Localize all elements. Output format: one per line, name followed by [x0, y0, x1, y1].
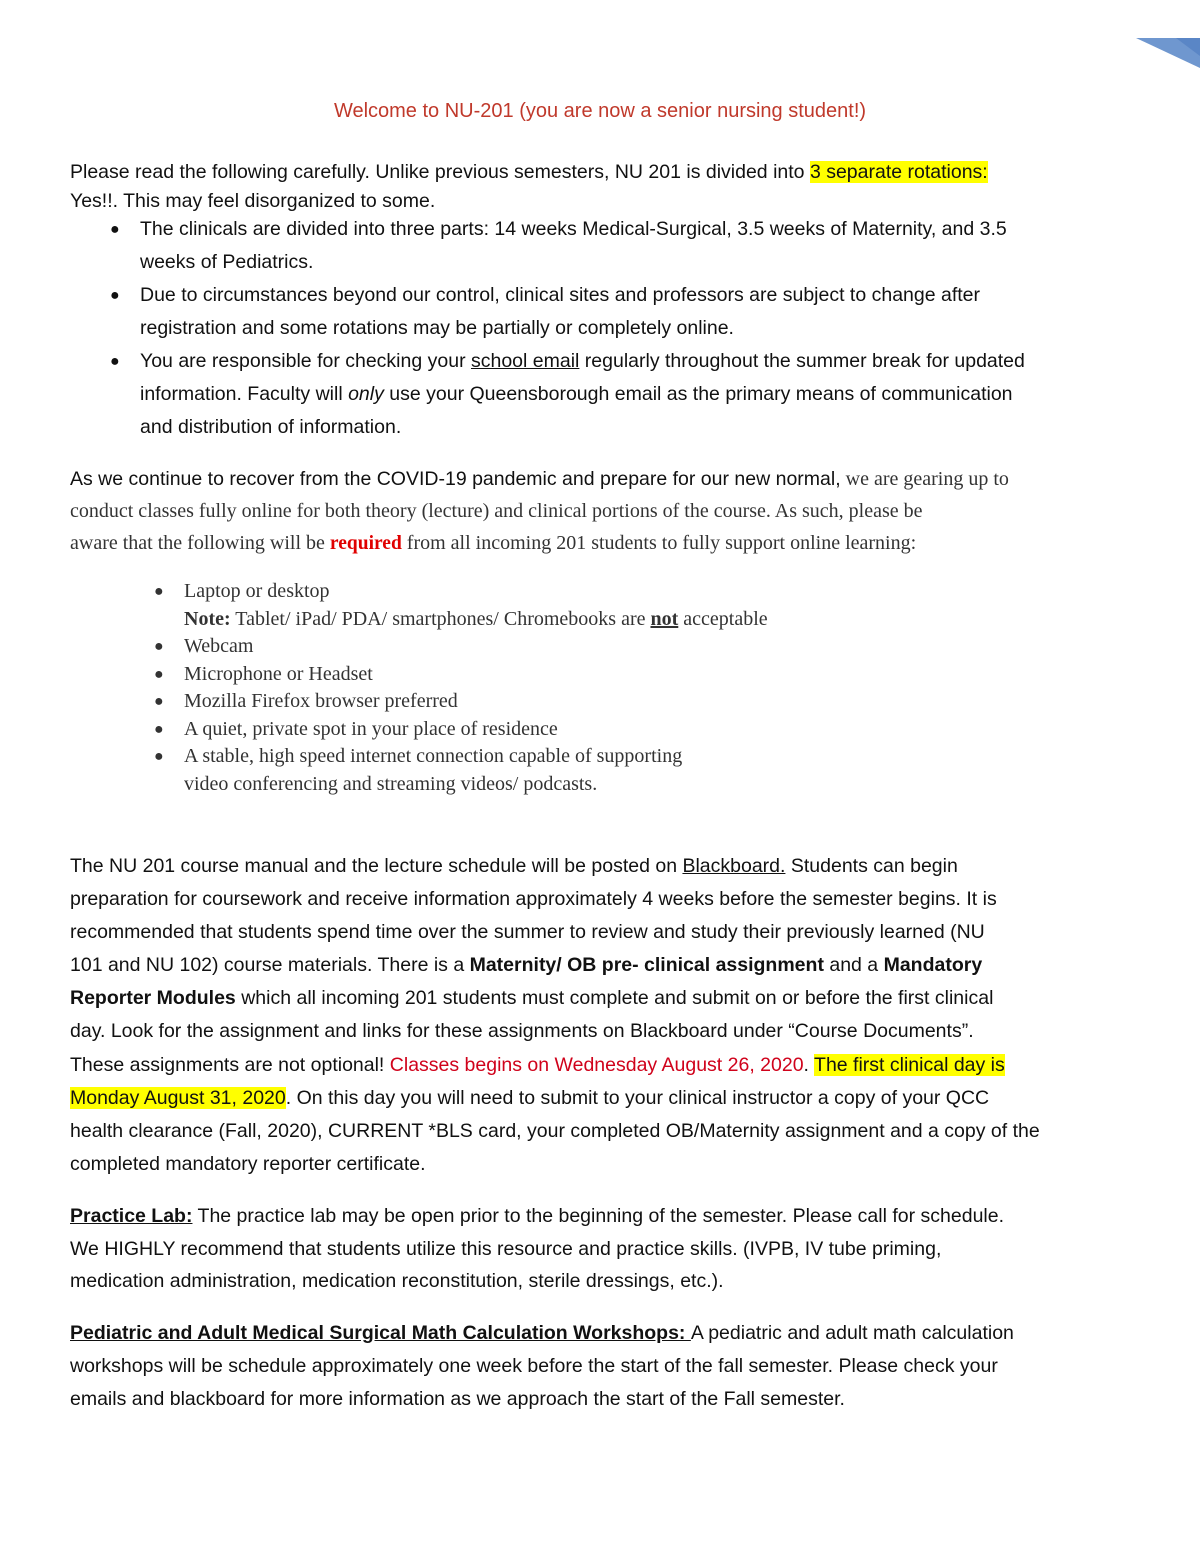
text-segment: workshops will be schedule approximately one week before the start of the fall semester. Please check your [70, 1355, 998, 1377]
text-line [110, 279, 1200, 312]
text-segment: weeks of Pediatrics. [140, 251, 314, 273]
text-line [140, 312, 1200, 345]
text-segment: A quiet, private spot in your place of residence [184, 717, 558, 740]
text-line [70, 916, 1140, 949]
bullet-icon: ● [154, 583, 164, 600]
text-segment: A pediatric and adult math calculation [690, 1322, 1014, 1344]
text-line [110, 345, 1200, 378]
text-segment: and a [823, 954, 884, 977]
text-segment: video conferencing and streaming videos/ podcasts. [184, 772, 598, 795]
text-line [70, 495, 1140, 527]
bullet-icon: ● [110, 353, 120, 370]
text-line [70, 850, 1140, 883]
text-line [70, 1082, 1140, 1115]
text-segment: The clinicals are divided into three parts: 14 weeks Medical-Surgical, 3.5 weeks of Maternity, and 3.5 [140, 218, 1007, 240]
text-segment: regularly throughout the summer break for updated [579, 350, 1025, 372]
text-line [70, 1148, 1140, 1181]
bullet-icon: ● [154, 748, 164, 765]
text-segment: Pediatric and Adult Medical Surgical Math Calculation Workshops: [70, 1322, 691, 1344]
text-line [70, 982, 1140, 1015]
text-segment: which all incoming 201 students must complete and submit on or before the first clinical [235, 987, 994, 1010]
text-segment: Webcam [184, 635, 254, 657]
bullet-icon: ● [110, 287, 120, 304]
text-segment: Please read the [70, 161, 213, 183]
text-segment: Practice Lab: [70, 1205, 193, 1227]
text-line [110, 213, 1200, 246]
text-segment: day. Look for the assignment and links for these assignments on Blackboard under “Course Documents”. [70, 1020, 974, 1043]
text-line [70, 187, 1140, 216]
covid-paragraph [70, 463, 1140, 559]
text-segment: Note: [184, 607, 231, 630]
text-segment: We HIGHLY recommend that students utilize this resource and practice skills. (IVPB, IV tube priming, [70, 1237, 942, 1260]
text-segment: Mozilla Firefox browser preferred [184, 690, 458, 712]
text-segment: The practice lab may be open prior to the beginning of the semester. Please call for schedule. [192, 1205, 1005, 1227]
text-line [70, 158, 1140, 187]
text-segment: health clearance (Fall, 2020), CURRENT *BLS card, your completed OB/Maternity assignment and a copy of the [70, 1119, 1040, 1142]
text-line [70, 463, 1140, 495]
text-line [184, 771, 1200, 799]
text-segment: acceptable [678, 607, 768, 630]
text-segment: A stable, high speed internet connection capable of supporting [184, 745, 683, 767]
text-segment: not [650, 607, 679, 630]
requirements-list [154, 578, 1200, 798]
text-line [70, 1015, 1140, 1048]
highlighted-text: The first clinical day is [814, 1053, 1005, 1076]
text-line [70, 949, 1140, 982]
text-line [140, 246, 1200, 279]
text-line [154, 633, 1200, 661]
text-segment: Microphone or Headset [184, 662, 373, 685]
text-segment: Due to circumstances beyond our control, clinical sites and professors are subject to change after [140, 284, 981, 306]
bullet-icon: ● [154, 693, 164, 710]
bullet-icon: ● [110, 221, 120, 238]
text-line [70, 883, 1140, 916]
text-segment: following carefully [212, 161, 365, 183]
intro-paragraph [70, 158, 1140, 216]
text-segment: . On this day you will need to submit to your clinical instructor a copy of your QCC [285, 1086, 990, 1109]
text-segment: required [329, 533, 402, 554]
underlined-text: Blackboard. [682, 855, 786, 877]
text-line [70, 1200, 1140, 1233]
text-segment: from all incoming 201 students to fully support online learning: [401, 532, 917, 554]
text-line [140, 378, 1200, 411]
course-manual-paragraph [70, 850, 1140, 1181]
text-segment: These assignments are not optional! [70, 1053, 390, 1076]
text-segment: aware that the following will be [70, 532, 330, 554]
underlined-text: school email [470, 350, 580, 372]
bullet-icon: ● [154, 720, 164, 738]
text-line [70, 1115, 1140, 1148]
text-segment: information. Faculty will [140, 383, 349, 405]
text-line [154, 688, 1200, 716]
text-segment: preparation for coursework and receive information approximately 4 weeks before the semester begins. It is [70, 888, 997, 911]
text-line [184, 606, 1200, 634]
text-line [70, 1350, 1140, 1383]
bullet-icon: ● [154, 638, 164, 655]
text-segment: You are responsible for checking your [140, 350, 471, 372]
highlighted-text: 3 separate rotations: [809, 161, 988, 183]
text-segment: Yes!!. This may feel disorganized to some. [70, 190, 436, 212]
text-segment: Maternity/ OB pre- clinical assignment [469, 954, 824, 977]
text-segment: completed mandatory reporter certificate. [70, 1152, 426, 1175]
text-segment: only [348, 383, 384, 405]
text-segment: . [803, 1053, 815, 1076]
text-line [154, 578, 1200, 606]
text-segment: use your Queensborough email as the primary means of communication [383, 383, 1013, 405]
text-segment: medication administration, medication reconstitution, sterile dressings, etc.). [70, 1270, 724, 1292]
text-segment: . Unlike previous semesters, NU 201 is divided into [364, 161, 810, 183]
text-segment: conduct classes fully online for both theory (lecture) and clinical portions of the course. As such, please be [70, 500, 923, 522]
text-line [70, 1317, 1140, 1350]
text-segment: As we continue to recover from the COVID-19 pandemic and prepare for our new normal, [70, 468, 841, 490]
text-segment: registration and some rotations may be partially or completely online. [140, 317, 734, 339]
text-segment: Tablet/ iPad/ PDA/ smartphones/ Chromebooks are [230, 607, 651, 630]
text-line [154, 743, 1200, 771]
text-segment: emails and blackboard for more information as we approach the start of the Fall semester. [70, 1388, 845, 1410]
text-segment: Mandatory [883, 954, 983, 977]
text-line [140, 411, 1200, 444]
text-line [154, 716, 1200, 744]
text-line [70, 1233, 1140, 1266]
text-line [70, 1383, 1140, 1416]
text-line [70, 527, 1140, 559]
math-workshop-paragraph [70, 1317, 1140, 1416]
page-title: Welcome to NU-201 (you are now a senior nursing student!) [333, 100, 867, 122]
text-line [70, 1049, 1140, 1082]
rotation-bullets [110, 213, 1200, 444]
text-segment: Reporter Modules [70, 987, 236, 1010]
text-line [70, 1265, 1140, 1298]
text-segment: we are gearing up to [840, 468, 1009, 490]
bullet-icon: ● [154, 665, 164, 683]
text-segment: Classes begins on Wednesday August 26, 2020 [389, 1053, 804, 1076]
text-segment: and distribution of information. [140, 416, 402, 438]
highlighted-text: Monday August 31, 2020 [70, 1086, 286, 1109]
practice-lab-paragraph [70, 1200, 1140, 1298]
text-segment: Laptop or desktop [184, 580, 330, 602]
text-line [154, 661, 1200, 689]
corner-decoration-icon [1136, 38, 1200, 68]
text-segment: recommended that students spend time over the summer to review and study their previously learned (NU [70, 921, 985, 944]
text-segment: The NU 201 course manual and the lecture schedule will be posted on [70, 855, 683, 877]
text-segment: Students can begin [785, 855, 958, 877]
text-segment: 101 and NU 102) course materials. There is a [70, 954, 470, 977]
